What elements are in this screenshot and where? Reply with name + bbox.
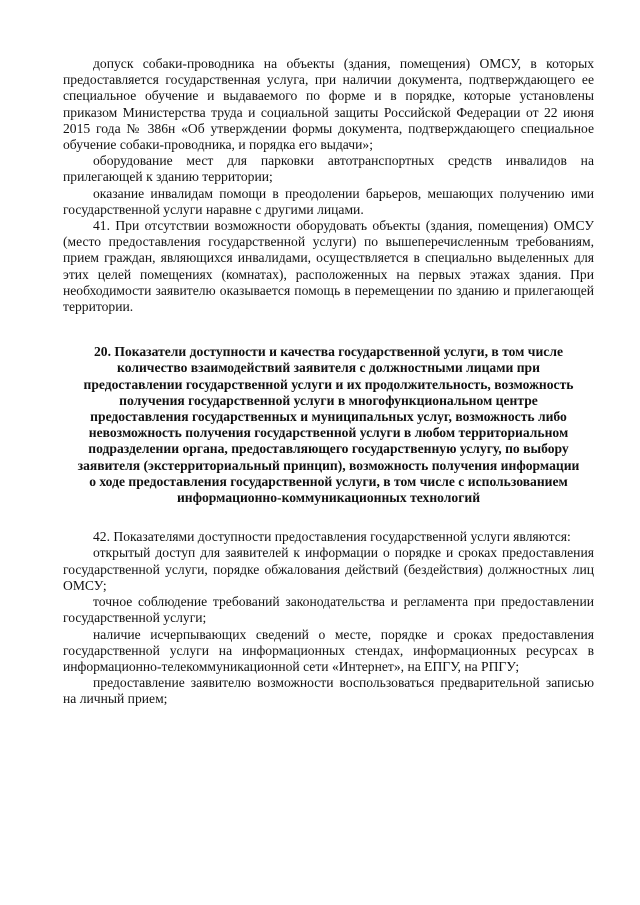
paragraph-pre-registration: предоставление заявителю возможности воспользоваться предварительной записью на личный прием;: [63, 675, 594, 707]
paragraph-open-access: открытый доступ для заявителей к информации о порядке и сроках предоставления государственной услуги, порядке обжалования действий (бездействия) должностных лиц ОМСУ;: [63, 545, 594, 593]
paragraph-guide-dog-access: допуск собаки-проводника на объекты (здания, помещения) ОМСУ, в которых предоставляется государственная услуга, при наличии документа, подтверждающего ее специальное обучение и выдаваемого по форме и в порядке, которые установлены приказом Министерства труда и социальной защиты Российской Федерации от 22 июня 2015 года № 386н «Об утверждении формы документа, подтверждающего специальное обучение собаки-проводника, и порядка его выдачи»;: [63, 56, 594, 153]
paragraph-barrier-assistance: оказание инвалидам помощи в преодолении барьеров, мешающих получению ими государственной услуги наравне с другими лицами.: [63, 185, 594, 217]
paragraph-41: 41. При отсутствии возможности оборудовать объекты (здания, помещения) ОМСУ (место предоставления государственной услуги) по вышеперечисленным требованиям, прием граждан, являющихся инвалидами, осуществляется в специально выделенных для этих целей помещениях (комнатах), расположенных на первых этажах здания. При необходимости заявителю оказывается помощь в перемещении по зданию и прилегающей территории.: [63, 218, 594, 315]
section-heading-20: 20. Показатели доступности и качества государственной услуги, в том числе количество взаимодействий заявителя с должностными лицами при предоставлении государственной услуги и их продолжительность, возможность получения государственной услуги в многофункциональном центре предоставления государственных и муниципальных услуг, возможность либо невозможность получения государственной услуги в любом территориальном подразделении органа, предоставляющего государственную услугу, по выбору заявителя (экстерриториальный принцип), возможность получения информации о ходе предоставления государственной услуги, в том числе с использованием информационно-коммуникационных технологий: [77, 344, 580, 506]
paragraph-compliance: точное соблюдение требований законодательства и регламента при предоставлении государственной услуги;: [63, 594, 594, 626]
paragraph-parking-spaces: оборудование мест для парковки автотранспортных средств инвалидов на прилегающей к зданию территории;: [63, 153, 594, 185]
paragraph-information-availability: наличие исчерпывающих сведений о месте, порядке и сроках предоставления государственной услуги на информационных стендах, информационных ресурсах в информационно-телекоммуникационной сети «Интернет», на ЕПГУ, на РПГУ;: [63, 626, 594, 674]
paragraph-42: 42. Показателями доступности предоставления государственной услуги являются:: [93, 529, 571, 545]
document-page: [63, 56, 594, 708]
